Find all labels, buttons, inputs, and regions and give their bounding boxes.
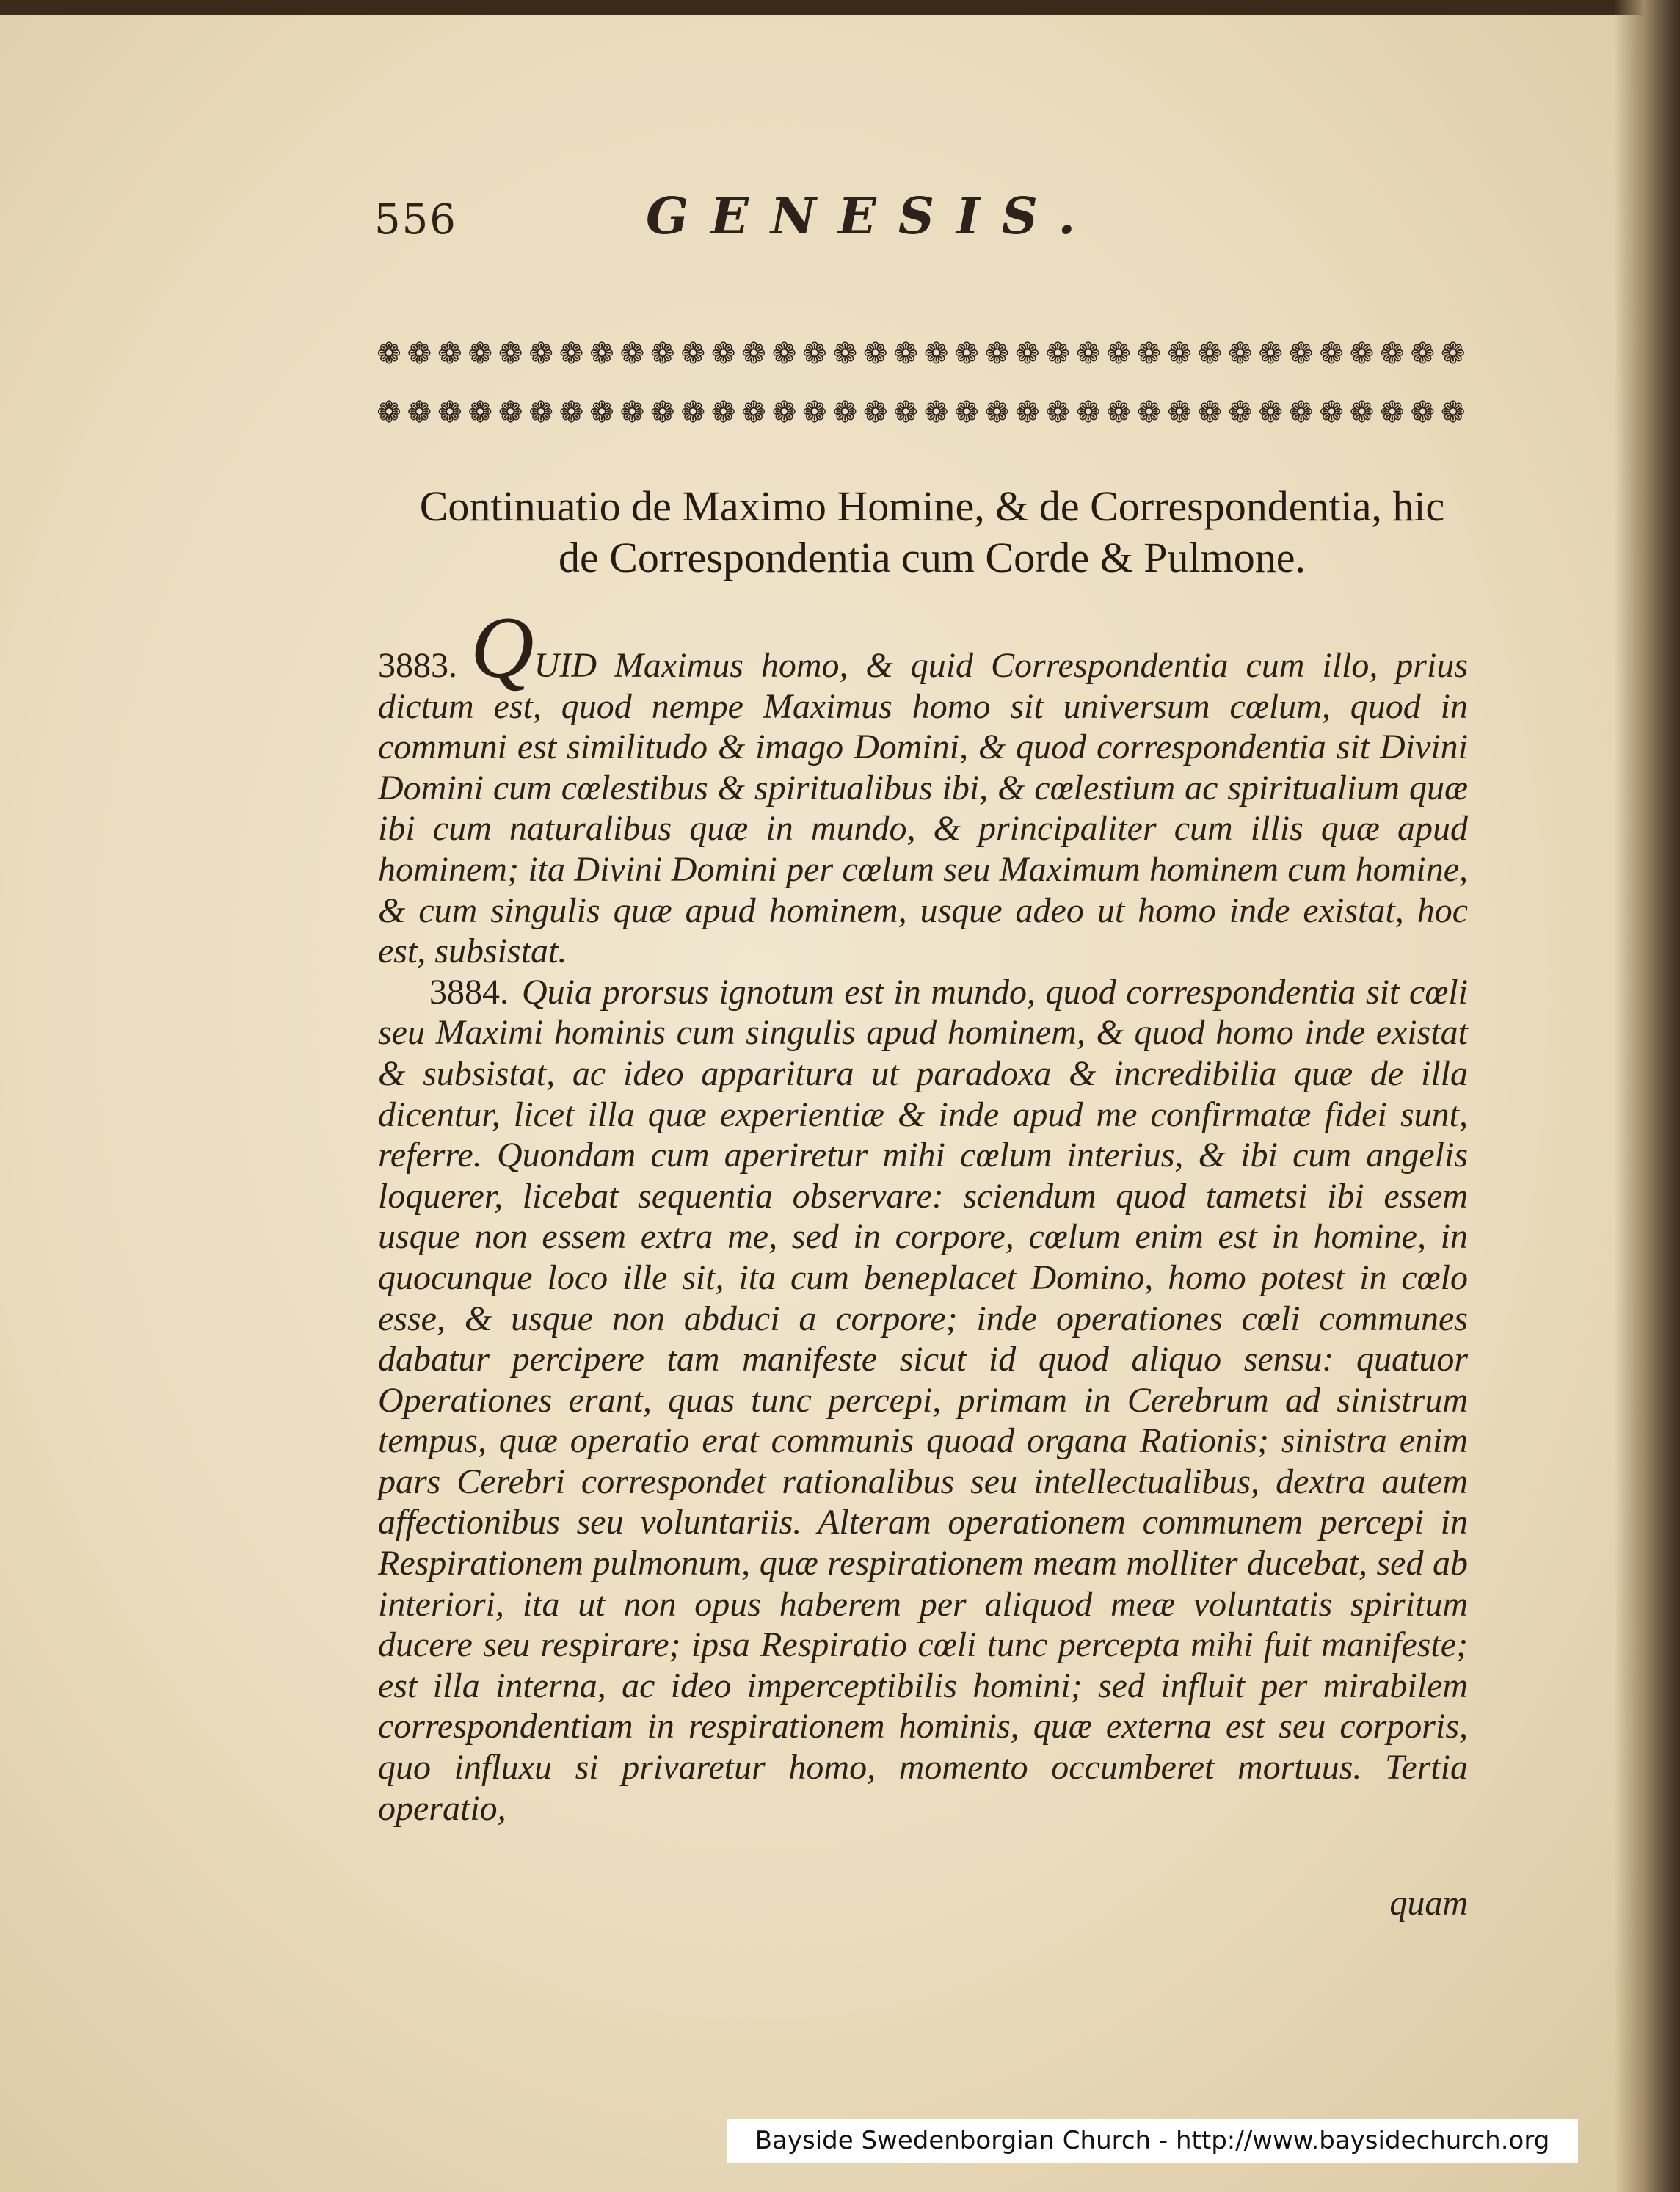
ornament-flower-icon: ❁ — [559, 337, 584, 371]
book-gutter-shadow — [1614, 0, 1680, 2192]
running-head: GENESIS. — [646, 187, 1098, 246]
ornament-flower-icon: ❁ — [741, 337, 766, 371]
ornament-flower-icon: ❁ — [1441, 396, 1466, 429]
ornament-flower-icon: ❁ — [771, 396, 797, 429]
ornament-flower-icon: ❁ — [1288, 337, 1314, 371]
ornament-flower-icon: ❁ — [680, 396, 705, 429]
ornament-flower-icon: ❁ — [802, 337, 827, 371]
ornament-flower-icon: ❁ — [1319, 396, 1344, 429]
drop-cap: Q — [470, 598, 534, 696]
ornament-flower-icon: ❁ — [1075, 396, 1101, 429]
ornament-flower-icon: ❁ — [1288, 396, 1314, 429]
ornament-flower-icon: ❁ — [923, 396, 949, 429]
ornament-flower-icon: ❁ — [893, 396, 918, 429]
ornament-flower-icon: ❁ — [1380, 337, 1405, 371]
ornament-flower-icon: ❁ — [710, 337, 736, 371]
ornament-flower-icon: ❁ — [619, 396, 645, 429]
ornament-flower-icon: ❁ — [1228, 396, 1253, 429]
ornament-flower-icon: ❁ — [377, 396, 401, 429]
ornament-flower-icon: ❁ — [1410, 396, 1436, 429]
paragraph-3883 — [378, 598, 1468, 972]
ornament-flower-icon: ❁ — [741, 396, 766, 429]
ornament-flower-icon: ❁ — [528, 396, 553, 429]
watermark-credit: Bayside Swedenborgian Church - http://www.baysidechurch.org — [727, 2119, 1578, 2163]
ornament-flower-icon: ❁ — [771, 337, 797, 371]
ornament-flower-icon: ❁ — [893, 337, 918, 371]
ornament-flower-icon: ❁ — [984, 396, 1010, 429]
ornament-flower-icon: ❁ — [650, 396, 675, 429]
page-number: 556 — [374, 196, 457, 244]
ornament-flower-icon: ❁ — [1075, 337, 1101, 371]
body-text — [378, 598, 1468, 1829]
ornament-flower-icon: ❁ — [1106, 337, 1131, 371]
ornament-flower-icon: ❁ — [984, 337, 1010, 371]
ornament-flower-icon: ❁ — [923, 337, 949, 371]
ornament-flower-icon: ❁ — [862, 337, 888, 371]
ornament-flower-icon: ❁ — [377, 337, 401, 371]
ornament-flower-icon: ❁ — [437, 337, 462, 371]
paragraph-3884 — [378, 972, 1468, 1829]
ornament-flower-icon: ❁ — [710, 396, 736, 429]
ornament-flower-icon: ❁ — [498, 396, 523, 429]
ornament-flower-icon: ❁ — [1349, 396, 1375, 429]
section-title: Continuatio de Maximo Homine, & de Correspondentia, hic de Correspondentia cum Corde & Pulmone. — [419, 482, 1445, 581]
ornament-flower-icon: ❁ — [407, 337, 432, 371]
ornament-flower-icon: ❁ — [407, 396, 432, 429]
ornament-flower-icon: ❁ — [1349, 337, 1375, 371]
ornament-flower-icon: ❁ — [1106, 396, 1131, 429]
ornament-flower-icon: ❁ — [954, 337, 979, 371]
ornament-flower-icon: ❁ — [468, 396, 493, 429]
ornament-flower-icon: ❁ — [1167, 337, 1192, 371]
ornament-flower-icon: ❁ — [954, 396, 979, 429]
ornament-flower-icon: ❁ — [802, 396, 827, 429]
paragraph-text: UID Maximus homo, & quid Correspondentia cum illo, prius dictum est, quod nempe Maximus homo sit universum cœlum, quod in communi est similitudo & imago Domini, & quod correspondentia sit Divini Domini cum cœlestibus & spiritualibus ibi, & cœlestium ac spiritualium quæ ibi cum naturalibus quæ in mundo, & principaliter cum illis quæ apud hominem; ita Divini Domini per cœlum seu Maximum hominem cum homine, & cum singulis quæ apud hominem, usque adeo ut homo inde existat, hoc est, subsistat. — [378, 646, 1468, 971]
ornament-flower-icon: ❁ — [832, 396, 858, 429]
ornament-flower-icon: ❁ — [1136, 337, 1162, 371]
ornament-border-bottom — [374, 395, 1468, 430]
ornament-flower-icon: ❁ — [1410, 337, 1436, 371]
ornament-flower-icon: ❁ — [589, 337, 614, 371]
ornament-flower-icon: ❁ — [589, 396, 614, 429]
ornament-flower-icon: ❁ — [1045, 337, 1071, 371]
ornament-flower-icon: ❁ — [1045, 396, 1071, 429]
ornament-flower-icon: ❁ — [1228, 337, 1253, 371]
ornament-flower-icon: ❁ — [528, 337, 553, 371]
paragraph-text: Quia prorsus ignotum est in mundo, quod correspondentia sit cœli seu Maximi hominis cum singulis apud hominem, & quod homo inde existat & subsistat, ac ideo apparitura ut paradoxa & incredibilia quæ de illa dicentur, licet illa quæ experientiæ & inde apud me confirmatæ fidei sunt, referre. Quondam cum aperiretur mihi cœlum interius, & ibi cum angelis loquerer, licebat sequentia observare: sciendum quod tametsi ibi essem usque non essem extra me, sed in corpore, cœlum enim est in homine, in quocunque loco ille sit, ita cum beneplacet Domino, homo potest in cœlo esse, & usque non abduci a corpore; inde operationes cœli communes dabatur percipere tam manifeste sicut id quod aliquo sensu: quatuor Operationes erant, quas tunc percepi, primam in Cerebrum ad sinistrum tempus, quæ operatio erat communis quoad organa Rationis; sinistra enim pars Cerebri correspondet rationalibus seu intellectualibus, dextra autem affectionibus seu voluntariis. Alteram operationem communem percepi in Respirationem pulmonum, quæ respirationem meam molliter ducebat, sed ab interiori, ita ut non opus haberem per aliquod meæ voluntatis spiritum ducere seu respirare; ipsa Respiratio cœli tunc percepta mihi fuit manifeste; est illa interna, ac ideo imperceptibilis homini; sed influit per mirabilem correspondentiam in respirationem hominis, quæ externa est seu corporis, quo influxu si privaretur homo, momento occumberet mortuus. Tertia operatio, — [378, 972, 1468, 1828]
ornament-flower-icon: ❁ — [1015, 337, 1040, 371]
ornament-flower-icon: ❁ — [1197, 396, 1223, 429]
ornament-flower-icon: ❁ — [680, 337, 705, 371]
ornament-flower-icon: ❁ — [559, 396, 584, 429]
ornament-flower-icon: ❁ — [1258, 396, 1283, 429]
ornament-flower-icon: ❁ — [1136, 396, 1162, 429]
ornament-flower-icon: ❁ — [468, 337, 493, 371]
paragraph-number: 3884. — [429, 972, 509, 1012]
ornament-flower-icon: ❁ — [498, 337, 523, 371]
ornament-flower-icon: ❁ — [619, 337, 645, 371]
ornament-flower-icon: ❁ — [1441, 337, 1466, 371]
catchword: quam — [1389, 1884, 1468, 1923]
paragraph-number: 3883. — [378, 646, 457, 685]
ornament-flower-icon: ❁ — [1015, 396, 1040, 429]
ornament-flower-icon: ❁ — [1319, 337, 1344, 371]
ornament-flower-icon: ❁ — [1380, 396, 1405, 429]
page-header — [374, 187, 1468, 261]
ornament-flower-icon: ❁ — [832, 337, 858, 371]
ornament-flower-icon: ❁ — [650, 337, 675, 371]
ornament-border-top — [374, 336, 1468, 371]
ornament-flower-icon: ❁ — [437, 396, 462, 429]
ornament-flower-icon: ❁ — [1167, 396, 1192, 429]
ornament-flower-icon: ❁ — [1258, 337, 1283, 371]
ornament-flower-icon: ❁ — [1197, 337, 1223, 371]
ornament-flower-icon: ❁ — [862, 396, 888, 429]
scan-top-edge — [0, 0, 1680, 15]
